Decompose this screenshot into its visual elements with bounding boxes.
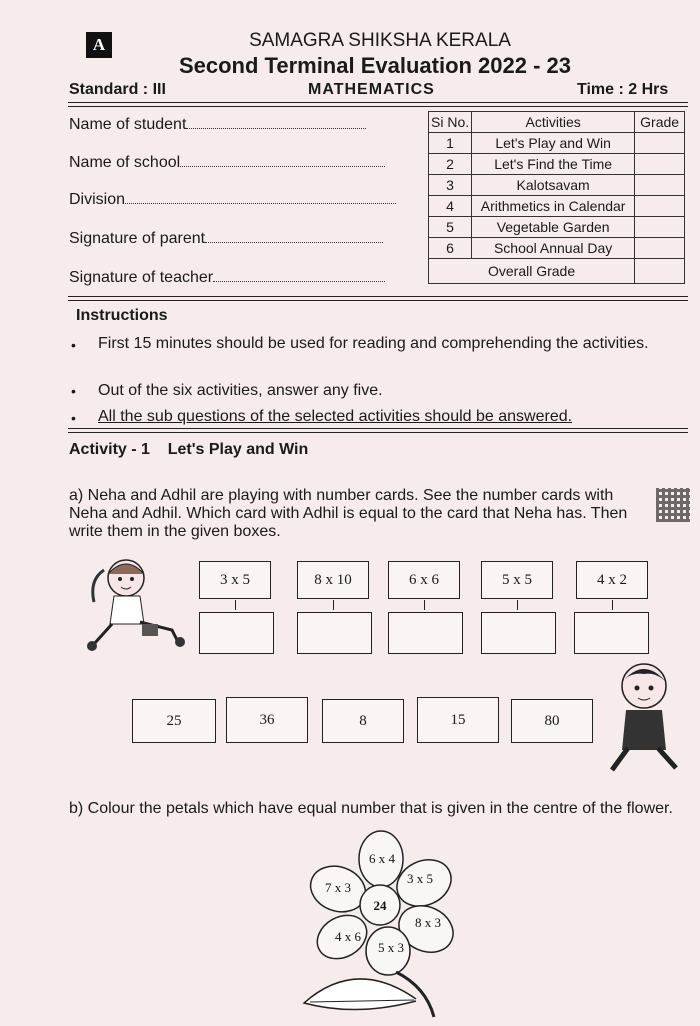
grade-cell[interactable] (635, 217, 685, 238)
grade-cell[interactable] (635, 238, 685, 259)
school-name-field[interactable]: Name of school (69, 154, 385, 172)
neha-card: 5 x 5 (481, 561, 553, 599)
adhil-card: 25 (132, 699, 216, 743)
neha-card: 6 x 6 (388, 561, 460, 599)
grade-cell[interactable] (635, 154, 685, 175)
adhil-card: 15 (417, 697, 499, 743)
petal-label: 7 x 3 (325, 880, 351, 895)
petal-label: 6 x 4 (369, 851, 395, 866)
standard-label: Standard : III (69, 81, 166, 98)
table-row: 3 Kalotsavam (429, 175, 685, 196)
answer-box[interactable] (574, 612, 649, 654)
adhil-card: 36 (226, 697, 308, 743)
divider (68, 432, 688, 433)
parent-signature-field[interactable]: Signature of parent (69, 230, 383, 248)
table-row: 2 Let's Find the Time (429, 154, 685, 175)
activity-grade-table (428, 111, 685, 284)
divider (68, 428, 688, 429)
grade-cell[interactable] (635, 133, 685, 154)
student-name-field[interactable]: Name of student (69, 116, 366, 134)
connector-line (235, 600, 236, 610)
bullet-icon: • (71, 410, 76, 426)
set-badge: A (86, 32, 112, 58)
table-row: 6 School Annual Day (429, 238, 685, 259)
grade-cell[interactable] (635, 175, 685, 196)
divider (68, 300, 688, 301)
divider (68, 102, 688, 103)
grade-cell[interactable] (635, 196, 685, 217)
teacher-signature-field[interactable]: Signature of teacher (69, 269, 385, 287)
boy-illustration-icon (606, 658, 682, 778)
question-a: a) Neha and Adhil are playing with number cards. See the number cards with Neha and Adhil. Which card with Adhil is equal to the card that Neha has. Then write them in the given boxes. (69, 487, 628, 540)
table-header-row: Si No. Activities Grade (429, 112, 685, 133)
connector-line (517, 600, 518, 610)
question-b: b) Colour the petals which have equal number that is given in the centre of the flower. (69, 800, 673, 817)
table-row: 4 Arithmetics in Calendar (429, 196, 685, 217)
petal-label: 4 x 6 (335, 929, 361, 944)
adhil-card: 8 (322, 699, 404, 743)
petal-label: 3 x 5 (407, 871, 433, 886)
adhil-card: 80 (511, 699, 593, 743)
organization-name: SAMAGRA SHIKSHA KERALA (249, 30, 511, 51)
connector-line (612, 600, 613, 610)
neha-card: 8 x 10 (297, 561, 369, 599)
answer-box[interactable] (481, 612, 556, 654)
activity-1-title: Activity - 1 Let's Play and Win (69, 441, 309, 458)
instructions-title: Instructions (76, 307, 168, 324)
petal-label: 8 x 3 (415, 915, 441, 930)
table-row: 5 Vegetable Garden (429, 217, 685, 238)
subject-label: MATHEMATICS (308, 81, 435, 98)
answer-box[interactable] (199, 612, 274, 654)
divider (68, 106, 688, 107)
answer-box[interactable] (388, 612, 463, 654)
neha-card: 3 x 5 (199, 561, 271, 599)
petal-label: 5 x 3 (378, 940, 404, 955)
instruction-item: Out of the six activities, answer any five. (98, 382, 383, 399)
instruction-item: First 15 minutes should be used for reading and comprehending the activities. (98, 335, 649, 352)
qr-code-icon (656, 488, 690, 522)
overall-grade-row: Overall Grade (429, 259, 685, 284)
bullet-icon: • (71, 383, 76, 399)
bullet-icon: • (71, 337, 76, 353)
connector-line (424, 600, 425, 610)
instruction-item: All the sub questions of the selected activities should be answered. (98, 408, 573, 425)
flower-illustration-icon (296, 827, 466, 1022)
division-field[interactable]: Division (69, 191, 396, 209)
answer-box[interactable] (297, 612, 372, 654)
connector-line (333, 600, 334, 610)
neha-card: 4 x 2 (576, 561, 648, 599)
overall-grade-cell[interactable] (635, 259, 685, 284)
girl-illustration-icon (84, 552, 188, 660)
divider (68, 296, 688, 297)
time-label: Time : 2 Hrs (577, 81, 669, 98)
exam-title: Second Terminal Evaluation 2022 - 23 (178, 53, 572, 78)
table-row: 1 Let's Play and Win (429, 133, 685, 154)
flower-center-number: 24 (373, 898, 387, 913)
